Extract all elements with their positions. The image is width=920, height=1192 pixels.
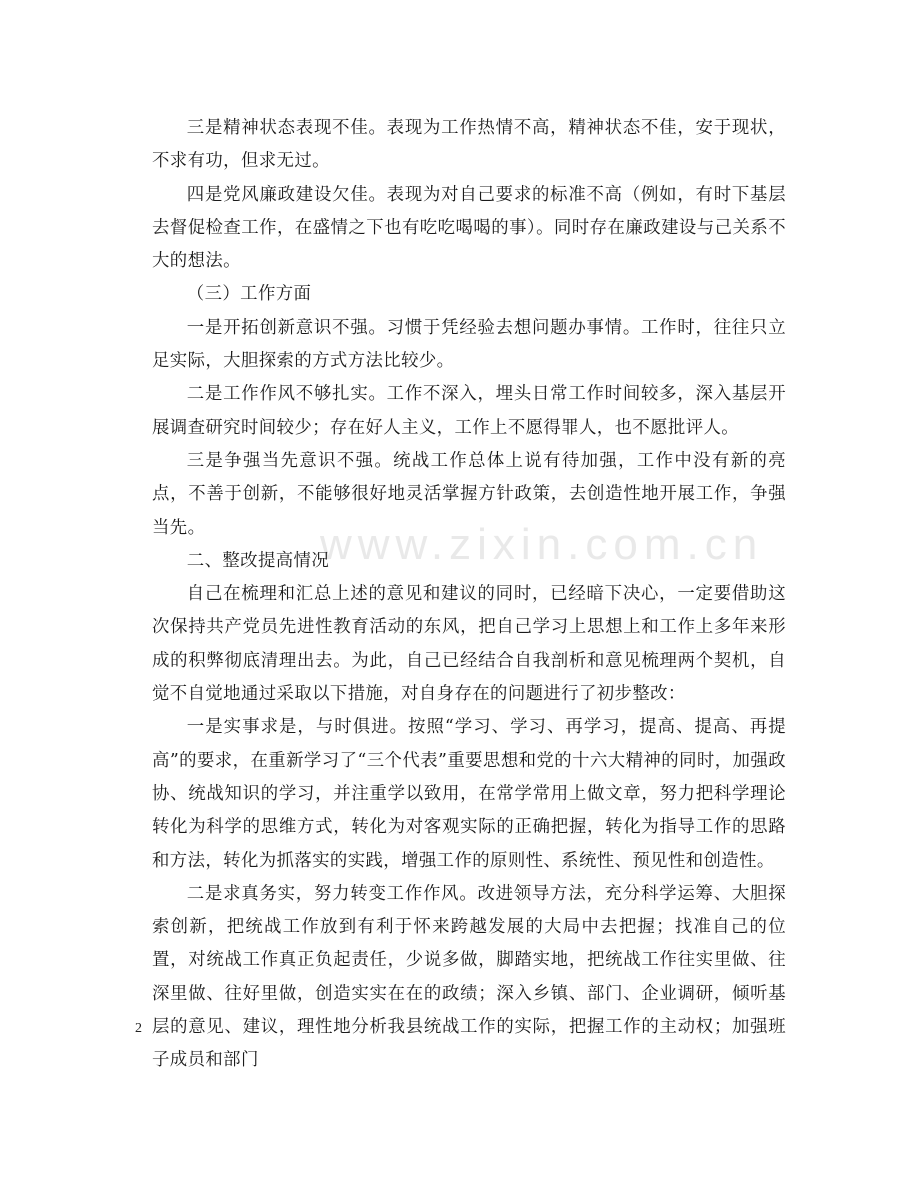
paragraph: 二是求真务实，努力转变工作作风。改进领导方法，充分科学运筹、大胆探索创新，把统战工作放到有利于怀来跨越发展的大局中去把握；找准自己的位置，对统战工作真正负起责任，少说多做，脚踏实地，把统战工作往实里做、往深里做、往好里做，创造实实在在的政绩；深入乡镇、部门、企业调研，倾听基层的意见、建议，理性地分析我县统战工作的实际，把握工作的主动权；加强班子成员和部门 — [152, 883, 786, 1071]
paragraph: 一是实事求是，与时俱进。按照“学习、学习、再学习，提高、提高、再提高”的要求，在重新学习了“三个代表”重要思想和党的十六大精神的同时，加强政协、统战知识的学习，并注重学以致用，在常学常用上做文章，努力把科学理论转化为科学的思维方式，转化为对客观实际的正确把握，转化为指导工作的思路和方法，转化为抓落实的实践，增强工作的原则性、系统性、预见性和创造性。 — [152, 717, 786, 871]
paragraph: 四是党风廉政建设欠佳。表现为对自己要求的标准不高（例如，有时下基层去督促检查工作，在盛情之下也有吃吃喝喝的事）。同时存在廉政建设与己关系不大的想法。 — [152, 184, 786, 272]
paragraph: 三是精神状态表现不佳。表现为工作热情不高，精神状态不佳，安于现状，不求有功，但求无过。 — [152, 118, 786, 172]
paragraph: 二是工作作风不够扎实。工作不深入，埋头日常工作时间较多，深入基层开展调查研究时间较少；存在好人主义，工作上不愿得罪人，也不愿批评人。 — [152, 384, 786, 438]
paragraph: 三是争强当先意识不强。统战工作总体上说有待加强，工作中没有新的亮点，不善于创新，不能够很好地灵活掌握方针政策，去创造性地开展工作，争强当先。 — [152, 450, 786, 538]
page-number: 2 — [135, 1021, 142, 1036]
paragraph: 自己在梳理和汇总上述的意见和建议的同时，已经暗下决心，一定要借助这次保持共产党员先进性教育活动的东风，把自己学习上思想上和工作上多年来形成的积弊彻底清理出去。为此，自己已经结合自我剖析和意见梳理两个契机，自觉不自觉地通过采取以下措施，对自身存在的问题进行了初步整改： — [152, 584, 786, 705]
section-heading: （三）工作方面 — [186, 284, 312, 305]
watermark: www.zixin.com.cn — [320, 520, 764, 569]
paragraph: 一是开拓创新意识不强。习惯于凭经验去想问题办事情。工作时，往往只立足实际，大胆探索的方式方法比较少。 — [152, 317, 786, 372]
section-heading: 二、整改提高情况 — [186, 550, 330, 571]
document-body — [152, 112, 786, 1078]
